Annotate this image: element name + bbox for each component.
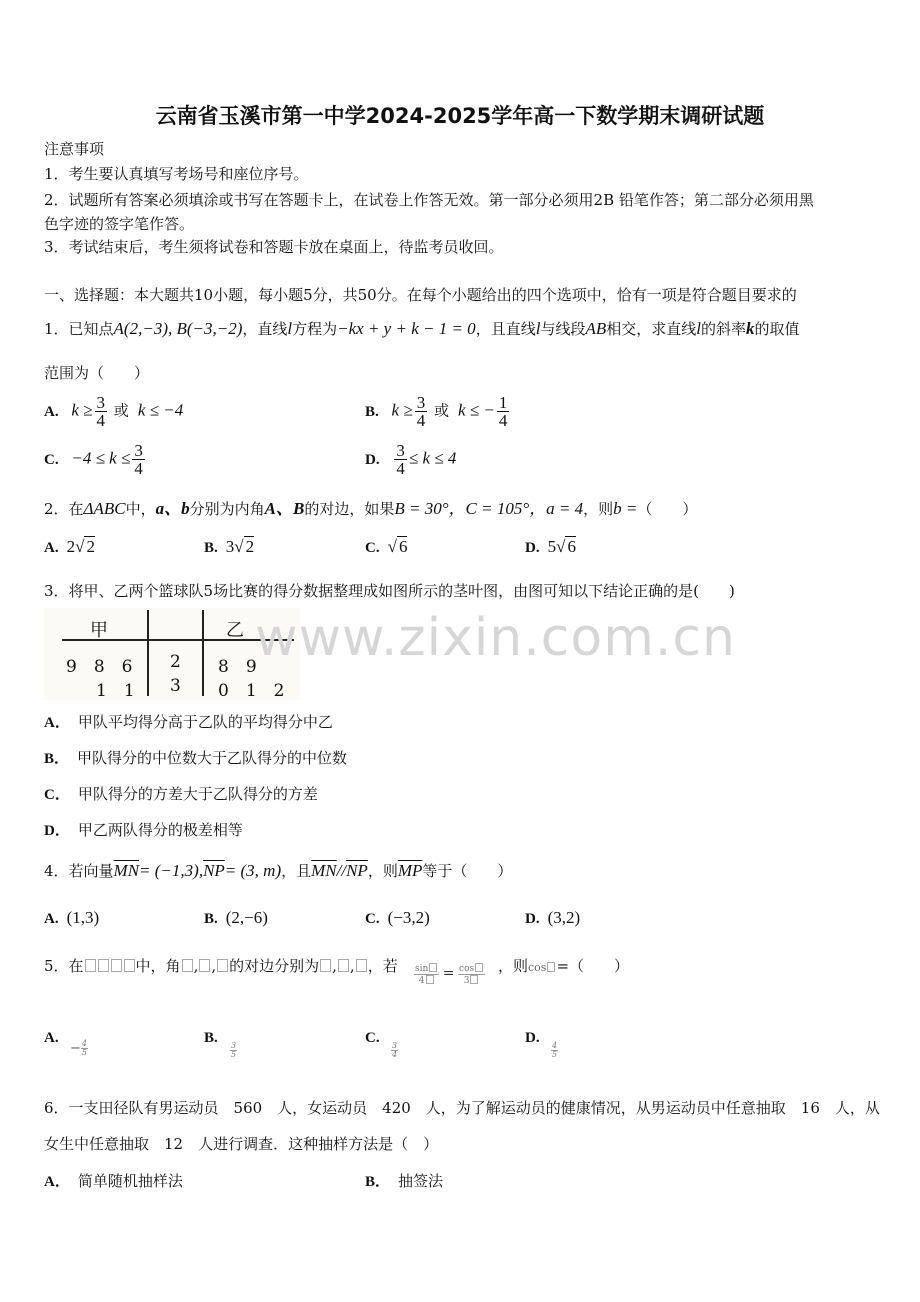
or-text: 或 xyxy=(433,401,449,420)
q5-tail xyxy=(498,955,629,976)
question-6-line1: 6．一支田径队有男运动员 560 人，女运动员 420 人，为了解运动员的健康情况，从男运动员中任意抽取 16 人，从 xyxy=(44,1099,880,1117)
q2-option-d[interactable]: D. 5√ 6 xyxy=(525,537,576,556)
q1-text: 与线段 xyxy=(540,320,586,338)
q2-text: ，则 xyxy=(583,500,614,518)
option-label: C. xyxy=(44,451,59,468)
option-label: A. xyxy=(44,1030,59,1046)
q1-l: l xyxy=(535,319,541,338)
q2-text: （ ） xyxy=(637,500,698,518)
option-label: B. xyxy=(204,911,218,927)
row2-right-leaves: 0 1 2 xyxy=(218,681,285,701)
question-5: 5．在 中，角 , , 的对边分别为 , , ，若 xyxy=(44,957,398,975)
q5-text: ，则 xyxy=(498,957,529,975)
q5-option-d[interactable] xyxy=(525,1028,548,1047)
option-text: 甲队得分的方差大于乙队得分的方差 xyxy=(77,785,318,803)
q1-option-c[interactable]: C. −4 ≤ k ≤ $\frac{3}{4}$ xyxy=(44,441,143,478)
option-label: C. xyxy=(365,540,380,556)
q3-option-d[interactable] xyxy=(44,819,243,840)
option-label: C． xyxy=(44,787,70,803)
q5-text: ，若 xyxy=(367,957,398,975)
q1-text: ，且直线 xyxy=(475,320,536,338)
option-label: D. xyxy=(525,1030,540,1046)
row1-left-leaves: 9 8 6 xyxy=(66,657,133,677)
option-label: C. xyxy=(365,911,380,927)
option-label: A. xyxy=(44,540,59,556)
q5-option-d-value: $\frac{4}{5}$ xyxy=(552,1040,558,1059)
q1-text: 方程为 xyxy=(292,320,338,338)
watermark: www.zixin.com.cn xyxy=(255,608,736,668)
q4-text: ，则 xyxy=(367,862,398,880)
option-value: (1,3) xyxy=(66,908,100,927)
notice-item-1: 1．考生要认真填写考场号和座位序号。 xyxy=(44,165,309,183)
denom-3: 3 xyxy=(463,976,470,986)
q6-option-b[interactable] xyxy=(365,1170,443,1191)
q1-option-d[interactable]: D. $\frac{3}{4}$ ≤ k ≤ 4 xyxy=(365,441,457,478)
row1-right-leaves: 8 9 xyxy=(218,657,257,677)
q1-text: ，直线 xyxy=(242,320,288,338)
q4-text: ，且 xyxy=(281,862,312,880)
question-4 xyxy=(44,860,512,881)
vector-mn: $\overline{MN}$ xyxy=(113,861,140,880)
q2-angles: A、B xyxy=(264,499,305,518)
option-label: A． xyxy=(44,1174,70,1190)
q2-text: 中， xyxy=(125,500,156,518)
vector-np: $\overline{NP}$ xyxy=(346,861,368,880)
q5-option-a[interactable] xyxy=(44,1028,67,1047)
vector-np: $\overline{NP}$ xyxy=(203,861,225,880)
q2-option-b[interactable]: B. 3√ 2 xyxy=(204,537,255,556)
q5-option-b-value: $\frac{3}{5}$ xyxy=(231,1040,237,1059)
or-text: 或 xyxy=(113,401,129,420)
q4-option-c[interactable] xyxy=(365,908,430,928)
vector-mp: $\overline{MP}$ xyxy=(397,861,423,880)
section-heading: 一、选择题：本大题共10小题，每小题5分，共50分。在每个小题给出的四个选项中，恰有一项是符合题目要求的 xyxy=(44,286,797,304)
q2-triangle: ΔABC xyxy=(83,499,126,518)
q1-l: l xyxy=(696,319,701,338)
q1-option-b[interactable]: B. k ≥ $\frac{3}{4}$ 或 k ≤ − $\frac{1}{4}$ xyxy=(365,393,508,430)
option-label: B. xyxy=(365,403,379,420)
parallel: // xyxy=(336,861,347,880)
option-value: (−3,2) xyxy=(387,908,430,927)
cos-text: cos xyxy=(459,964,475,974)
q1-l: l xyxy=(287,319,293,338)
q1-k: k xyxy=(746,319,755,338)
q4-option-a[interactable] xyxy=(44,908,99,928)
q5-text: 中，角 xyxy=(135,957,181,975)
left-team-head: 甲 xyxy=(90,620,108,641)
option-label: C. xyxy=(365,1030,380,1046)
q2-option-c[interactable]: C. √ 6 xyxy=(365,537,408,556)
option-text: 抽签法 xyxy=(398,1172,444,1190)
q5-text: 5．在 xyxy=(44,957,84,975)
question-2 xyxy=(44,494,697,519)
option-text: 甲乙两队得分的极差相等 xyxy=(77,821,243,839)
q1-equation: −kx + y + k − 1 = 0 xyxy=(337,319,476,338)
notice-item-3: 3．考试结束后，考生须将试卷和答题卡放在桌面上，待监考员收回。 xyxy=(44,238,504,256)
q5-option-c-value: $\frac{3}{4}$ xyxy=(392,1040,398,1059)
option-label: B. xyxy=(204,1030,218,1046)
q5-text: 的对边分别为 xyxy=(229,957,320,975)
q4-value: = (3, m) xyxy=(224,861,282,880)
right-team-head: 乙 xyxy=(226,620,244,641)
q2-sides: a、b xyxy=(155,499,190,518)
q1-segment: AB xyxy=(585,319,607,338)
option-text: 甲队得分的中位数大于乙队得分的中位数 xyxy=(77,749,348,767)
q5-text: =（ ） xyxy=(556,957,630,975)
option-label: B． xyxy=(44,751,70,767)
q1-option-a[interactable]: A. k ≥ $\frac{3}{4}$ 或 k ≤ −4 xyxy=(44,393,184,430)
q5-option-c[interactable] xyxy=(365,1028,388,1047)
option-label: D． xyxy=(44,823,70,839)
q1-text: 相交，求直线 xyxy=(606,320,697,338)
denom-4: 4 xyxy=(418,976,425,986)
question-1 xyxy=(44,318,800,339)
option-label: A． xyxy=(44,715,70,731)
q6-option-a[interactable] xyxy=(44,1170,183,1191)
row2-stem: 3 xyxy=(170,676,181,696)
option-value: (3,2) xyxy=(547,908,581,927)
option-label: D. xyxy=(525,540,540,556)
option-text: 甲队平均得分高于乙队的平均得分中乙 xyxy=(77,713,333,731)
q4-option-b[interactable] xyxy=(204,908,268,928)
q5-option-a-value: − $\frac{4}{5}$ xyxy=(70,1039,87,1057)
option-label: D. xyxy=(525,911,540,927)
question-3: 3．将甲、乙两个篮球队5场比赛的得分数据整理成如图所示的茎叶图，由图可知以下结论正确的是( ) xyxy=(44,582,735,600)
q3-option-b[interactable] xyxy=(44,747,347,768)
sin-text: sin xyxy=(415,964,429,974)
q5-option-b[interactable] xyxy=(204,1028,226,1047)
cos-text: cos xyxy=(528,961,547,974)
q3-option-a[interactable] xyxy=(44,711,333,732)
option-label: B． xyxy=(365,1174,391,1190)
q4-text: 4．若向量 xyxy=(44,862,114,880)
q2-condition: B = 30°，C = 105°，a = 4 xyxy=(394,499,584,518)
q3-option-c[interactable] xyxy=(44,783,318,804)
option-label: B. xyxy=(204,540,218,556)
q5-equation: $\frac{\sin}{4}$ = $\frac{\cos}{3}$ xyxy=(414,963,485,986)
q1-text: 的斜率 xyxy=(700,320,746,338)
notice-heading: 注意事项 xyxy=(44,140,105,158)
notice-item-2: 2．试题所有答案必须填涂或书写在答题卡上，在试卷上作答无效。第一部分必须用2B 铅笔作答；第二部分必须用黑 xyxy=(44,191,814,209)
q4-text: 等于（ ） xyxy=(422,862,513,880)
q2-text: 2．在 xyxy=(44,500,84,518)
notice-item-2-cont: 色字迹的签字笔作答。 xyxy=(44,215,195,233)
option-text: 简单随机抽样法 xyxy=(77,1172,183,1190)
q2-text: 的对边，如果 xyxy=(304,500,395,518)
question-6-line2: 女生中任意抽取 12 人进行调查．这种抽样方法是（ ） xyxy=(44,1135,439,1153)
q2-text: 分别为内角 xyxy=(189,500,265,518)
vector-mn: $\overline{MN}$ xyxy=(311,861,337,880)
option-label: D. xyxy=(365,451,380,468)
row2-left-leaves: 1 1 xyxy=(96,681,135,701)
page-title: 云南省玉溪市第一中学2024-2025学年高一下数学期末调研试题 xyxy=(155,104,765,128)
option-value: (2,−6) xyxy=(225,908,268,927)
q2-b: b = xyxy=(613,499,638,518)
row1-stem: 2 xyxy=(170,652,181,672)
q1-text: 1．已知点 xyxy=(44,320,114,338)
option-label: A. xyxy=(44,911,59,927)
q2-option-a[interactable]: A. 2√ 2 xyxy=(44,537,95,556)
option-label: A. xyxy=(44,403,59,420)
q4-option-d[interactable] xyxy=(525,908,580,928)
q1-points: A(2,−3), B(−3,−2) xyxy=(113,319,243,338)
q1-text: 的取值 xyxy=(754,320,800,338)
question-1-line2: 范围为（ ） xyxy=(44,364,150,382)
q4-value: = (−1,3), xyxy=(139,861,204,880)
